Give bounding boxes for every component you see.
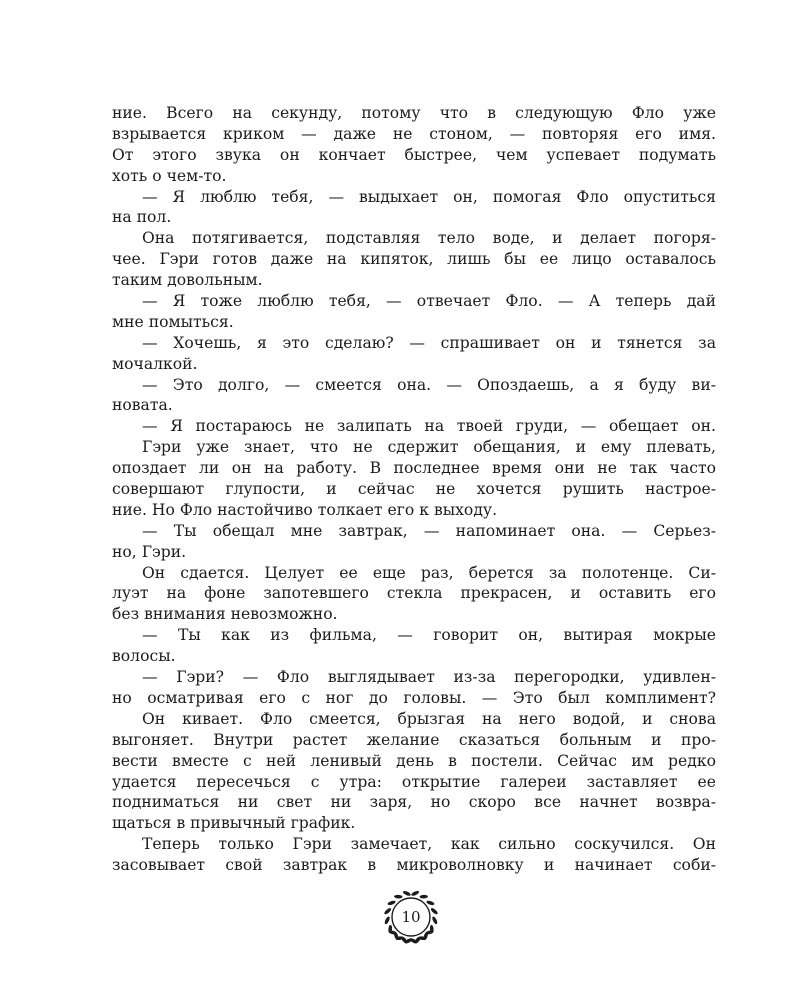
text-line: Он кивает. Фло смеется, брызгая на него водой, и снова — [142, 709, 716, 728]
text-line: выгоняет. Внутри растет желание сказаться больным и про- — [112, 730, 716, 749]
text-line: — Ты как из фильма, — говорит он, вытирая мокрые — [142, 626, 716, 645]
text-line: — Гэри? — Фло выглядывает из-за перегородки, удивлен- — [142, 668, 716, 687]
text-line: луэт на фоне запотевшего стекла прекрасен, и оставить его — [112, 584, 716, 603]
text-line: — Это долго, — смеется она. — Опоздаешь, а я буду ви- — [142, 375, 716, 394]
text-line: Гэри уже знает, что не сдержит обещания, и ему плевать, — [142, 438, 716, 457]
text-line: но осматривая его с ног до головы. — Это был комплимент? — [112, 688, 716, 707]
text-line: щаться в привычный график. — [112, 814, 356, 833]
text-line: ние. Но Фло настойчиво толкает его к выходу. — [112, 500, 498, 519]
text-line: взрывается криком — даже не стоном, — повторяя его имя. — [112, 124, 716, 143]
text-line: новата. — [112, 396, 173, 415]
text-line: От этого звука он кончает быстрее, чем успевает подумать — [112, 145, 716, 164]
text-line: — Я постараюсь не залипать на твоей груди, — обещает он. — [142, 417, 716, 436]
text-line: — Ты обещал мне завтрак, — напоминает она. — Серьез- — [142, 521, 716, 540]
text-line: волосы. — [112, 647, 176, 666]
text-line: Она потягивается, подставляя тело воде, и делает погоря- — [142, 229, 716, 248]
text-line: чее. Гэри готов даже на кипяток, лишь бы ее лицо оставалось — [112, 250, 716, 269]
text-line: мочалкой. — [112, 354, 198, 373]
text-line: но, Гэри. — [112, 542, 187, 561]
text-line: хоть о чем-то. — [112, 166, 227, 185]
text-line: удается пересечься с утра: открытие галереи заставляет ее — [112, 772, 716, 791]
text-line: опоздает ли он на работу. В последнее время они не так часто — [112, 459, 716, 478]
text-line: мне помыться. — [112, 312, 234, 331]
text-line: подниматься ни свет ни заря, но скоро все начнет возвра- — [112, 793, 716, 812]
text-line: Теперь только Гэри замечает, как сильно соскучился. Он — [142, 835, 716, 854]
text-line: вести вместе с ней ленивый день в постели. Сейчас им редко — [112, 751, 716, 770]
text-line: без внимания невозможно. — [112, 605, 338, 624]
text-line: — Я люблю тебя, — выдыхает он, помогая Фло опуститься — [142, 187, 716, 206]
text-line: ние. Всего на секунду, потому что в следующую Фло уже — [112, 104, 716, 122]
text-line: засовывает свой завтрак в микроволновку и начинает соби- — [112, 856, 716, 875]
text-line: таким довольным. — [112, 271, 263, 290]
text-line: на пол. — [112, 208, 172, 227]
text-line: Он сдается. Целует ее еще раз, берется за полотенце. Си- — [142, 563, 716, 582]
text-line: — Я тоже люблю тебя, — отвечает Фло. — А теперь дай — [142, 292, 716, 311]
text-line: совершают глупости, и сейчас не хочется рушить настрое- — [112, 480, 716, 499]
body-text — [112, 103, 716, 876]
text-line: — Хочешь, я это сделаю? — спрашивает он и тянется за — [142, 333, 716, 352]
page-number: 10 — [401, 908, 421, 926]
page-number-ornament — [378, 884, 444, 950]
